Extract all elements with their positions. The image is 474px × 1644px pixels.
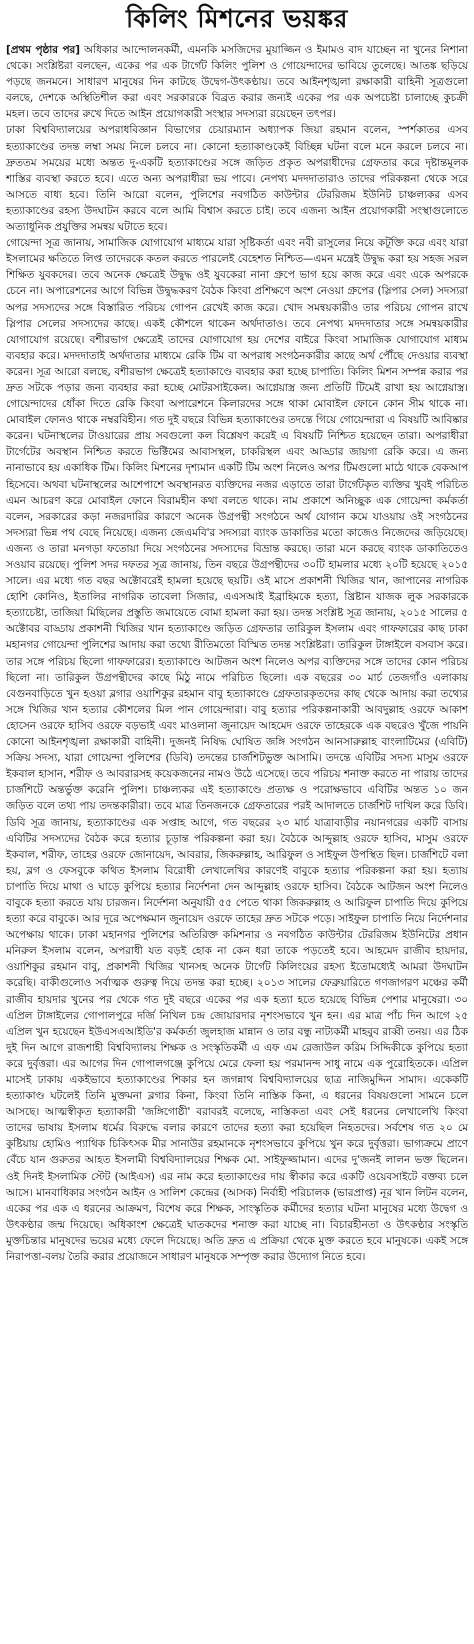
article-paragraph-3: গোয়েন্দা সূত্র জানায়, সামাজিক যোগাযোগ মাধ্যমে যারা সৃষ্টিকর্তা এবং নবী রাসুলের নিয়ে কটূক্তি করে এবং যারা ইসলামের ক্ষতিতে লিপ্ত তাদেরকে কতল করতে পারলেই বেহেশত নিশ্চিত—এমন মন্ত্রেই উদ্বুদ্ধ করা হয় সহজ সরল শিক্ষিত যুবকদের। তবে অনেক ক্ষেত্রেই উদ্বুদ্ধ ওই যুবকেরা নানা গ্রুপে ভাগ হয়ে কাজ করে এবং একে অপরকে চেনে না। অপারেশনের আগে বিভিন্ন উদ্বুদ্ধকরণ বৈঠক কিংবা প্রশিক্ষণে অংশ নেওয়া গ্রুপের (স্লিপার সেল) সদস্যরা অপর সদস্যদের সঙ্গে বিস্তারিত পরিচয় গোপন রেখেই কাজ করে। খোদ সমন্বয়কারীও তার পরিচয় গোপন রাখে স্লিপার সেলের সদস্যদের কাছে। একই কৌশলে থাকেন অর্থদাতাও। তবে নেপথ্য মদদদাতার সঙ্গে সমন্বয়কারীর যোগাযোগ রয়েছে। বশীরভাগ ক্ষেত্রেই তাদের যোগাযোগ হয় দেশের বাইরে কিংবা সামাজিক যোগাযোগ মাধ্যম ব্যবহার করে। মদদদাতাই অর্থদাতার মাধ্যমে রেকি টিম বা অপরাধ সংগঠনকারীর কাছে অর্থ পৌঁছে দেওয়ার ব্যবস্থা করেন। সূত্র আরো বলছে, বশীরভাগ ক্ষেত্রেই হত্যাকাণ্ডে ব্যবহার করা হচ্ছে চাপাতি। কিলিং মিশন সম্পন্ন করার পর দ্রুত সটকে পড়ার জন্য ব্যবহার করা হচ্ছে মোটরসাইকেল। আগ্নেয়াস্ত্র জন্য প্রতিটি টিমেই রাখা হয় আগ্নেয়াস্ত্র। গোয়েন্দাদের ধোঁকা দিতে রেকি কিংবা অপারেশনে কিলারদের সঙ্গে থাকা মোবাইল ফোনে কোন সীম থাকে না। মোবাইল ফোনও থাকে নম্বরবিহীন। গত দুই বছরে বিভিন্ন হত্যাকাণ্ডের তদন্তে গিয়ে গোয়েন্দারা এ বিষয়টি আবিষ্কার করেন। ঘটনাস্থলের টাওয়ারের প্রায় সবগুলো কল বিশ্লেষণ করেই এ বিষয়টি নিশ্চিত হয়েছেন তারা। অপরাধীরা টার্গেটের অবস্থান নিশ্চিত করতে ভিক্টিমের আবাসস্থল, চাকরিস্থল এবং আড্ডার জায়গা রেকি করে। এ জন্য নানাভাবে হয় একাধিক টিম। কিলিং মিশনের দৃশ্যমান একটি টিম অংশ নিলেও অপর টিমগুলো মাঠে থাকে বেকআপ হিসেবে। অথবা ঘটনাস্থলের আশেপাশে অবস্থানরত ব্যক্তিদের নজর এড়াতে তারা টার্গেটকৃত ব্যক্তির খুবই পরিচিত এমন আচরণ করে মোবাইল ফোনে বিরামহীন কথা বলতে থাকে। নাম প্রকাশে অনিচ্ছুক এক গোয়েন্দা কর্মকর্তা বলেন, সরকারের কড়া নজরদারির কারণে অনেক উগ্রপন্থী সংগঠনে অর্থ যোগান কমে যাওয়ায় ওই সংগঠনের সদস্যরা ভিন্ন পথ বেছে নিয়েছে। এজন্য জেএমবি'র সদস্যরা ব্যাংক ডাকাতির মতো কাজেও নিজেদের জড়িয়েছে। এজন্য ও তারা মনগড়া ফতোয়া দিয়ে সংগঠনের সদস্যদের বিভ্রান্ত করছে। তারা মনে করছে ব্যাংক ডাকাতিতেও সওয়াব রয়েছে। পুলিশ সদর দফতর সূত্র জানায়, তিন বছরে উগ্রপন্থীদের ৩০টি হামলার মধ্যে ২০টি হয়েছে ২০১৫ সালে। এর মধ্যে গত বছর অক্টোবরেই হামলা হয়েছে ছয়টি। ওই মাসে প্রকাশনী খিজির খান, জাপানের নাগরিক হোশি কোনিও, ইতালির নাগরিক তাবেলা সিজার, এএসআই ইব্রাহিমকে হত্যা, খ্রিষ্টান যাজক লুক সরকারকে হত্যাচেষ্টা, তাজিয়া মিছিলের প্রস্তুতি জমায়েতে বোমা হামলা করা হয়। তদন্ত সংশ্লিষ্ট সূত্র জানায়, ২০১৫ সালের ৫ অক্টোবর বাড্ডায় প্রকাশনী খিজির খান হত্যাকাণ্ডে জড়িত গ্রেফতার তারিকুল ইসলাম এবং গাফফারের কাছ ঢাকা মহানগর গোয়েন্দা পুলিশের আদায় করা তথ্যে রীতিমতো বিস্মিত তদন্ত সংশ্লিষ্টরা। তারিকুল টাঙ্গাইলে বসবাস করে। তার সঙ্গে পরিচয় ছিলো গাফফারের। হত্যাকাণ্ডে আটজন অংশ নিলেও অপর ব্যক্তিদের সঙ্গে তাদের কোন পরিচয় ছিলো না। তারিকুল উগ্রপন্থীদের কাছে মিঠু নামে পরিচিত ছিলো। এক বছরের ৩০ মার্চ তেজগাঁও এলাকায় বেগুনবাড়িতে খুন হওয়া ব্লগার ওয়াশিকুর রহমান বাবু হত্যাকাণ্ডে গ্রেফতারকৃতদের কাছ থেকে আদায় করা তথ্যের সঙ্গে খিজির খান হত্যার কৌশলের মিল পান গোয়েন্দারা। বাবু হত্যার পরিকল্পনাকারী আবদুল্লাহ ওরফে আকাশ হোসেন ওরফে হাসিব ওরফে বড়ভাই এবং মাওলানা জুনায়েদ আহমেদ ওরফে তাহেরকে এক বছরেও খুঁজে পায়নি কোনো আইনশৃঙ্খলা রক্ষাকারী বাহিনী। দুজনই নিষিদ্ধ ঘোষিত জঙ্গি সংগঠন আনসারুল্লাহ বাংলাটিমের (এবিটি) সক্রিয় সদস্য, যারা গোয়েন্দা পুলিশের (ডিবি) তদন্তের চার্জশিটভুক্ত আসামি। তদন্তে এবিটির সদস্য মাসুম ওরফে ইকবাল হাসান, শরীফ ও আবরারসহ কয়েকজনের নামও উঠে এসেছে। তবে পরিচয় শনাক্ত করতে না পারায় তাদের চার্জশিটে অন্তর্ভুক্ত করেনি পুলিশ। চাঞ্চল্যকর এই হত্যাকাণ্ডে প্রত্যক্ষ ও পরোক্ষভাবে এবিটির অন্তত ১০ জন জড়িত বলে তথ্য পায় তদন্তকারীরা। তবে মাত্র তিনজনকে গ্রেফতারের পরই আদালতে চার্জশিট দাখিল করে ডিবি। ডিবি সূত্র জানায়, হত্যাকাণ্ডের এক সপ্তাহ আগে, গত বছরের ২৩ মার্চ যাত্রাবাড়ীর নয়ানগরের একটি বাসায় এবিটির সদস্যদের বৈঠক করে হত্যার চূড়ান্ত পরিকল্পনা করা হয়। বৈঠকে আব্দুল্লাহ ওরফে হাসিব, মাসুম ওরফে ইকবাল, শরীফ, তাহের ওরফে জোনায়েদ, আবরার, জিকরুল্লাহ, আরিফুল ও সাইফুল উপস্থিত ছিল। চার্জশিটে বলা হয়, ব্লগ ও ফেসবুকে কথিত ইসলাম বিরোধী লেখালেখির কারণেই বাবুকে হত্যার পরিকল্পনা করা হয়। হত্যায় চাপাতি দিয়ে মাথা ও ঘাড়ে কুপিয়ে হত্যার নির্দেশনা দেন আব্দুল্লাহ ওরফে হাসিব। বৈঠকে আটজন অংশ নিলেও বাবুকে হত্যা করতে যায় চারজন। নির্দেশনা অনুযায়ী ৫৫ পেতে থাকা জিকরুল্লাহ ও আরিফুল চাপাতি দিয়ে কুপিয়ে হত্যা করে বাবুকে। আর দূরে অপেক্ষমান জুনায়েদ ওরফে তাহের দ্রুত সটকে পড়ে। সাইফুল চাপাতি নিয়ে নির্দেশনার অপেক্ষায় থাকে। ঢাকা মহানগর পুলিশের অতিরিক্ত কমিশনার ও নবগঠিত কাউন্টার টেররিজম ইউনিটের প্রধান মনিরুল ইসলাম বলেন, অপরাধী যত বড়ই হোক না কেন ধরা তাকে পড়তেই হবে। আহমেদ রাজীব হায়দার, ওয়াশিকুর রহমান বাবু, প্রকাশনী খিজির খানসহ অনেক টার্গেট কিলিংয়ের রহস্য ইতোমধ্যেই আমরা উদঘাটন করেছি। বাকীগুলোও সর্বাত্মক গুরুত্ব দিয়ে তদন্ত করা হচ্ছে। ২০১৩ সালের ফেব্রুয়ারিতে গণজাগরণ মঞ্চের কর্মী রাজীব হায়দার খুনের পর থেকে গত দুই বছরে একের পর এক হত্যা হতে হয়েছে বিভিন্ন পেশার মানুষেরা। ৩০ এপ্রিল টাঙ্গাইলের গোপালপুরে দর্জি নিখিল চন্দ্র জোয়ারদার নৃশংসভাবে খুন হন। এর মাত্র পাঁচ দিন আগে ২৫ এপ্রিল খুন হয়েছেন ইউএসএআইডি'র কর্মকর্তা জুলহাজ মান্নান ও তার বন্ধু নাট্যকর্মী মাহবুব রাব্বী তনয়। এর ঠিক দুই দিন আগে রাজশাহী বিশ্ববিদ্যালয় শিক্ষক ও সংস্কৃতিকর্মী এ এফ এম রেজাউল করিম সিদ্দিকীকে কুপিয়ে হত্যা করে দুর্বৃত্তরা। এর আগের দিন গোপালগঞ্জে কুপিয়ে মেরে ফেলা হয় পরমানন্দ সাধু নামে এক পুরোহিতকে। এপ্রিল মাসেই ঢাকায় একইভাবে হত্যাকাণ্ডের শিকার হন জগন্নাথ বিশ্ববিদ্যালয়ের ছাত্র নাজিমুদ্দিন সামাদ। একেকটি হত্যাকাণ্ড ঘটলেই তিনি মুক্তমনা ব্লগার কিনা, কিংবা তিনি নাস্তিক কিনা, এ ধরনের বিষয়গুলো সামনে চলে আসছে। আত্মস্বীকৃত হত্যাকারী 'জঙ্গিগোষ্ঠী' বরাবরই বলেছে, নাস্তিকতা এবং সেই ধরনের লেখালেখি কিংবা তাদের ভাষায় ইসলাম ধর্মের বিরুদ্ধে বলার কারণে তাদের হত্যা করা হয়েছিল নিহতদের। সর্বশেষ গত ২০ মে কুষ্টিয়ায় হোমিও প্যাথিক চিকিৎসক মীর সানাউর রহমানকে নৃশংসভাবে কুপিয়ে খুন করে দুর্বৃত্তরা। ভাগ্যক্রমে প্রাণে বেঁচে যান গুরুতর আহত ইসলামী বিশ্ববিদ্যালয়ের শিক্ষক মো. সাইফুজ্জামান। এদের দু'জনই লালন ভক্ত ছিলেন। ওই দিনই ইসলামিক স্টেট (আইএস) এর নাম করে হত্যাকাণ্ডের দায় স্বীকার করে একটি ওয়েবসাইটে বক্তব্য চলে আসে। মানবাধিকার সংগঠন আইন ও সালিশ কেন্দ্রের (আসক) নির্বাহী পরিচালক (ভারপ্রাপ্ত) নূর খান লিটন বলেন, একের পর এক এ ধরনের আক্রমণ, বিশেষ করে শিক্ষক, সাংস্কৃতিক কর্মীদের হত্যার ঘটনা মানুষের মধ্যে উদ্বেগ ও উৎকণ্ঠার জন্ম দিয়েছে। অধিকাংশ ক্ষেত্রেই ঘাতকদের শনাক্ত করা যাচ্ছে না। বিচারহীনতা ও উৎকণ্ঠার সংস্কৃতি মুক্তচিন্তার মানুষদের ভয়ের মধ্যে ফেলে দিয়েছে। অতি দ্রুত এ প্রক্রিয়া থেকে মুক্ত করতে হবে মানুষকে। একই সঙ্গে নিরাপত্তা-বলয় তৈরি করার প্রয়োজনে সাধারণ মানুষকে সম্পৃক্ত করার উদ্যোগ নিতে হবে।: [6, 237, 468, 1264]
article-paragraph-1: [6, 42, 468, 122]
paragraph-text: অধিকার আন্দোলনকর্মী, এমনকি মসজিদের মুয়াজ্জিন ও ইমামও বাদ যাচ্ছেন না খুনের নিশানা থেকে। সংশ্লিষ্টরা বলছেন, একের পর এক টার্গেট কিলিং পুলিশ ও গোয়েন্দাদের ভাবিয়ে তুলেছে। আতঙ্ক ছড়িয়ে পড়ছে জনমনে। সাধারণ মানুষের দিন কাটছে উদ্বেগ-উৎকণ্ঠায়। তবে আইনশৃঙ্খলা রক্ষাকারী বাহিনী সূত্রগুলো বলছে, দেশকে অস্থিতিশীল করা এবং সরকারকে বিব্রত করার জন্যই একের পর এক অপচেষ্টা চালাচ্ছে কুচক্রী মহল। তবে তাদের রুখে দিতে আইন প্রয়োগকারী সংস্থার সদস্যরা রয়েছেন তৎপর।: [6, 44, 468, 121]
continued-tag: [প্রথম পৃষ্ঠার পর]: [6, 44, 80, 56]
article-paragraph-2: ঢাকা বিশ্ববিদ্যালয়ের অপরাধবিজ্ঞান বিভাগের চেয়ারম্যান অধ্যাপক জিয়া রহমান বলেন, স্পর্শকাতর এসব হত্যাকাণ্ডের তদন্ত লম্বা সময় নিলে চলবে না। কোনো হত্যাকাণ্ডকেই বিচ্ছিন্ন ঘটনা বলে মনে করলে চলবে না। দ্রুততম সময়ের মধ্যে অন্তত দু-একটি হত্যাকাণ্ডের সঙ্গে জড়িত প্রকৃত অপরাধীদের গ্রেফতার করে দৃষ্টান্তমূলক শাস্তির ব্যবস্থা করতে হবে। এতে অন্য অপরাধীরা ভয় পাবে। নেপথ্য মদদদাতারাও তাদের পরিকল্পনা থেকে সরে আসতে বাধ্য হবে। তিনি আরো বলেন, পুলিশের নবগঠিত কাউন্টার টেররিজম ইউনিট চাঞ্চল্যকর এসব হত্যাকাণ্ডের রহস্য উদঘাটন করবে বলে আমি বিশ্বাস করতে চাই। তবে এজন্য আইন প্রয়োগকারী সংস্থাগুলোতে অত্যাধুনিক প্রযুক্তির সমন্বয় ঘটাতে হবে।: [6, 124, 468, 234]
headline: কিলিং মিশনের ভয়ঙ্কর: [126, 4, 348, 33]
article-body: [6, 42, 468, 1638]
